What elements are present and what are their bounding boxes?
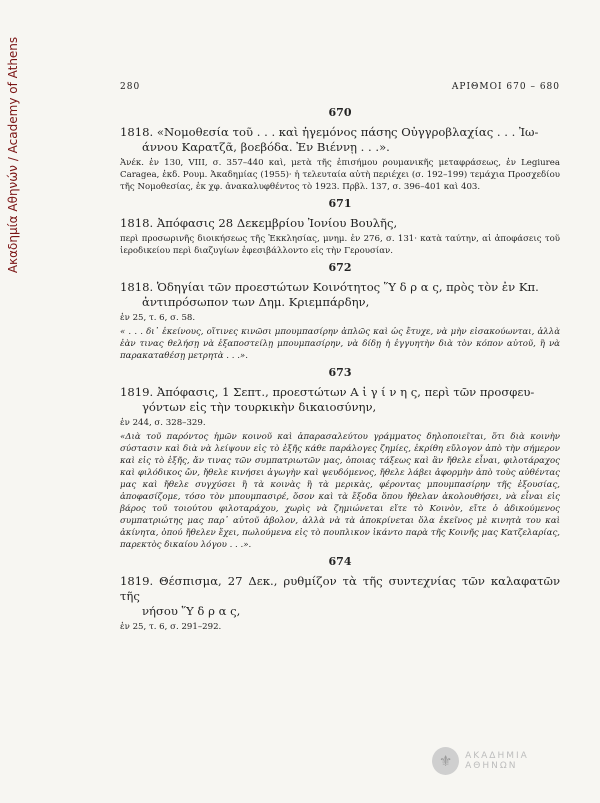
side-watermark-text: Ακαδημία Αθηνών / Academy of Athens (6, 36, 21, 274)
entry-number: 672 (328, 261, 352, 274)
entry-quote: « . . . δι᾽ ἐκείνους, οἵτινες κινῶσι μπουμπασίρην ἁπλῶς καὶ ὡς ἔτυχε, νὰ μὴν εἰσακούωνται, ἀλλὰ ἐὰν τινας θελήσῃ νὰ ἐξαποστείλῃ μπουμπασίρην, νὰ δίδῃ ἡ ἐγγυητὴν διὰ τὸν κόπον αὐτοῦ, ἢ νὰ παρακαταθέσῃ μετρητὰ . . .». (120, 327, 560, 361)
entry-quote: «Διὰ τοῦ παρόντος ἡμῶν κοινοῦ καὶ ἀπαρασαλεύτου γράμματος δηλοποιεῖται, ὅτι διὰ κοινὴν σύστασιν καὶ διὰ νὰ λείψουν εἰς τὸ ἑξῆς κάθε παράλογες ζημίες, ἐκρίθη εὔλογον ἀπὸ τὴν σήμερον καὶ εἰς τὸ ἑξῆς, ἄν τινας τῶν συμπατριωτῶν μας, ὁποιας τάξεως καὶ ἂν ἤθελε εἶναι, φιλοτάραχος καὶ φιλόδικος ὤν, ἤθελε κινήσει ἀγωγὴν καὶ ψευδόμενος, ἤθελε λάβει ἀφορμὴν ἀπὸ τοὺς αὐθέντας μας καὶ ἤθελε συγχύσει ἢ τὰ κοινὰς ἢ τὰ μερικὰς, φέροντας μπουμπασίρην τῆς ἐξουσίας, ἀποφασίζομε, τόσο τὸν μπουμπασιρέ, ὅσον καὶ τὰ ἔξοδα ὅπου ἤθελαν ἀκολουθήσει, νὰ εἶναι εἰς βάρος τοῦ τοιούτου φιλοταράχου, χωρὶς νὰ ζημιώνεται εἴτε τὸ Κοινὸν, εἴτε ὁ ἀδικούμενος συμπατριώτης μας παρ᾽ αὐτοῦ ἀβολον, ἀλλὰ νὰ τὰ ἀποκρίνεται ὅλα ἐκεῖνος μὲ κινητὰ του καὶ ἀκίνητα, ὁπού ἤθελεν ἔχει, πωλούμενα εἰς τὸ πουπλικον ἱκάντο παρὰ τῆς Κοινῆς μας Κατζελαρίας, παρεκτὸς δικαίου λόγου . . .». (120, 432, 560, 550)
side-watermark (2, 36, 24, 274)
page-number: 280 (120, 82, 141, 92)
entry-heading-continuation: γόντων εἰς τὴν τουρκικὴν δικαιοσύνην, (142, 400, 377, 414)
entry-heading-line: 1818. Ὁδηγίαι τῶν προεστώτων Κοινότητος Ὕ δ ρ α ς, πρὸς τὸν ἐν Κπ. (120, 280, 539, 294)
running-head (120, 82, 560, 92)
entry (120, 366, 560, 551)
entry-note: Ἀνέκ. ἐν 130, VIII, σ. 357–440 καὶ, μετὰ τῆς ἐπισήμου ρουμανικῆς μεταφράσεως, ἐν Legiurea Caragea, ἐκδ. Ρουμ. Ἀκαδημίας (1955)· ἡ τελευταία αὐτὴ περιέχει (σ. 192–199) τεμάχια Προσχεδίου τῆς Νομοθεσίας, ἐκ χφ. ἀνακαλυφθέντος τὸ 1923. Πρβλ. 137, σ. 396–401 καὶ 403. (120, 158, 560, 192)
entry-heading-continuation: νήσου Ὕ δ ρ α ς, (142, 604, 241, 618)
entry-note: ἐν 25, τ. 6, σ. 291–292. (120, 622, 222, 632)
entry-note: περὶ προσωρινῆς διοικήσεως τῆς Ἐκκλησίας, μνημ. ἐν 276, σ. 131· κατὰ ταύτην, αἱ ἀποφάσεις τοῦ ἱεροδικείου περὶ διαζυγίων ἐφεσιβάλλοντο εἰς τὴν Γερουσίαν. (120, 234, 560, 256)
entry-heading (120, 574, 560, 619)
section-title: ΑΡΙΘΜΟΙ 670 – 680 (451, 82, 560, 92)
entry-heading (120, 125, 560, 155)
entry-heading (120, 280, 560, 310)
page-content (120, 82, 560, 633)
academy-logo-text: ΑΚΑΔΗΜΙΑ ΑΘΗΝΩΝ (465, 751, 529, 771)
entry-heading-continuation: άννου Καρατζᾶ, βοεβόδα. Ἐν Βιέννῃ . . .». (142, 140, 390, 154)
entry-number: 674 (328, 555, 352, 568)
entry-heading-continuation: ἀντιπρόσωπον των Δημ. Κριεμπάρδην, (142, 295, 370, 309)
entry-number: 671 (328, 197, 352, 210)
entry (120, 106, 560, 193)
entry (120, 555, 560, 633)
entries-list (120, 106, 560, 633)
academy-seal-icon: ⚜ (432, 747, 459, 775)
entry (120, 197, 560, 257)
entry-number: 670 (328, 106, 352, 119)
entry-heading (120, 385, 560, 415)
entry-note: ἐν 244, σ. 328–329. (120, 418, 206, 428)
entry-number: 673 (328, 366, 352, 379)
entry-heading-line: 1819. Ἀπόφασις, 1 Σεπτ., προεστώτων Α ἰ γ ί ν η ς, περὶ τῶν προσφευ- (120, 385, 535, 399)
entry-heading (120, 216, 560, 231)
entry (120, 261, 560, 362)
entry-heading-line: 1818. «Νομοθεσία τοῦ . . . καὶ ἡγεμόνος πάσης Οὐγγροβλαχίας . . . Ἰω- (120, 125, 539, 139)
entry-heading-line: 1819. Θέσπισμα, 27 Δεκ., ρυθμίζον τὰ τῆς συντεχνίας τῶν καλαφατῶν τῆς (120, 574, 560, 603)
academy-logo (432, 742, 582, 780)
entry-note: ἐν 25, τ. 6, σ. 58. (120, 313, 196, 323)
entry-heading-line: 1818. Ἀπόφασις 28 Δεκεμβρίου Ἰονίου Βουλῆς, (120, 216, 398, 230)
